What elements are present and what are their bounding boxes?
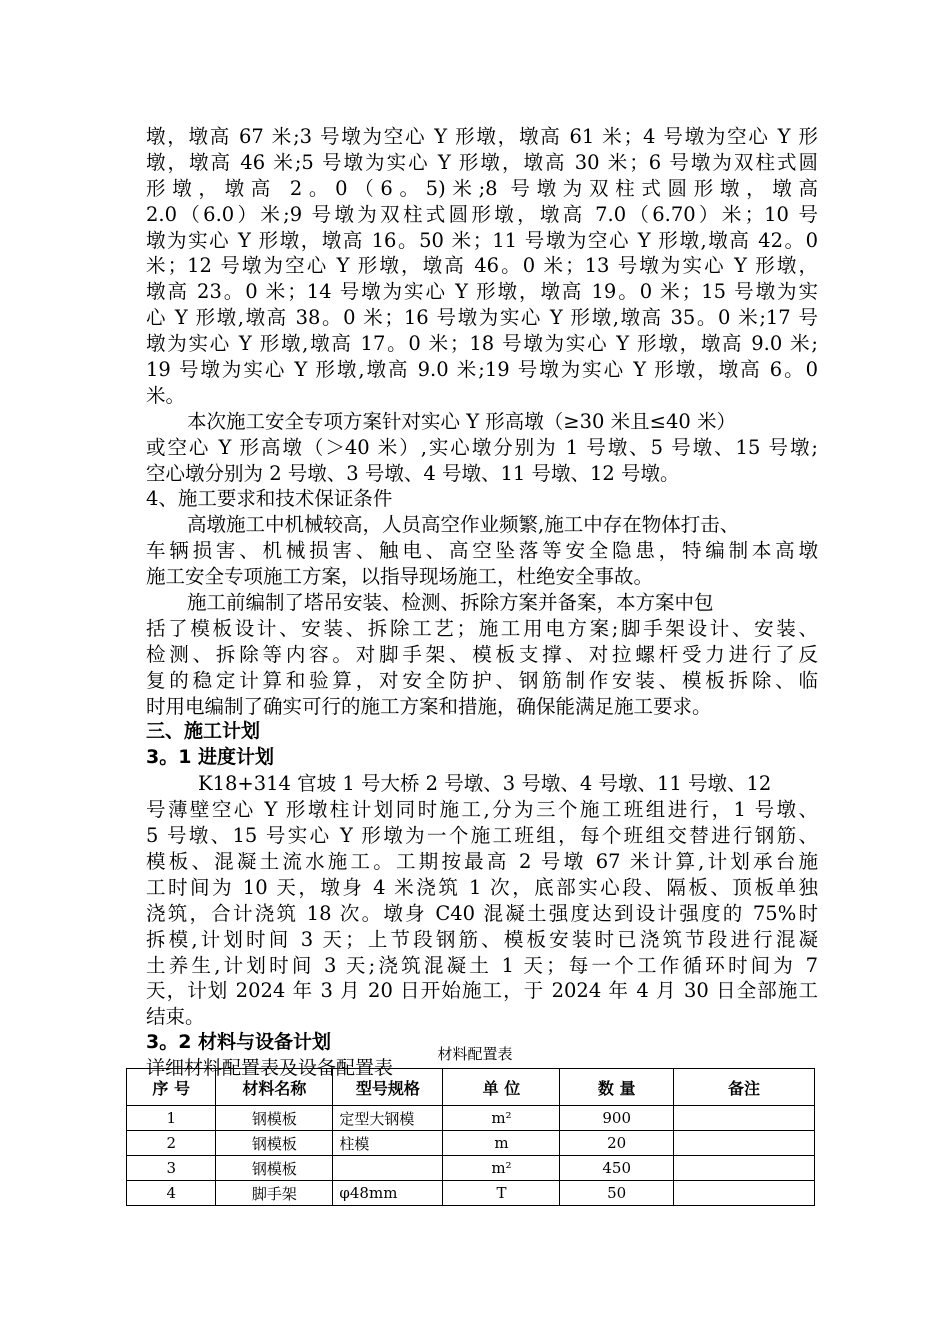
cell-spec: 定型大钢模: [333, 1106, 443, 1131]
cell-spec: φ48mm: [333, 1181, 443, 1206]
text-line: 5 号墩、15 号实心 Y 形墩为一个施工班组，每个班组交替进行钢筋、: [146, 824, 818, 848]
paragraph-start: 本次施工安全专项方案针对实心 Y 形高墩（≥30 米且≤40 米）: [187, 409, 736, 433]
text-line: 2.0（6.0）米;9 号墩为双柱式圆形墩，墩高 7.0（6.70）米；10 号: [146, 202, 818, 226]
materials-table: [126, 1068, 815, 1206]
header-unit: 单 位: [443, 1069, 560, 1106]
text-line: 施工安全专项施工方案，以指导现场施工，杜绝安全事故。: [146, 565, 654, 589]
section-heading-4: 4、施工要求和技术保证条件: [146, 487, 393, 511]
cell-quantity: 20: [560, 1131, 674, 1156]
cell-index: 4: [127, 1181, 216, 1206]
subsection-heading-3-2: 3。2 材料与设备计划: [146, 1031, 332, 1054]
text-line: 土养生,计划时间 3 天;浇筑混凝土 1 天；每一个工作循环时间为 7: [146, 953, 818, 977]
text-line: 号薄壁空心 Y 形墩柱计划同时施工,分为三个施工班组进行，1 号墩、: [146, 798, 818, 822]
cell-quantity: 50: [560, 1181, 674, 1206]
cell-quantity: 900: [560, 1106, 674, 1131]
cell-unit: m²: [443, 1106, 560, 1131]
cell-spec: 柱模: [333, 1131, 443, 1156]
paragraph-start: 高墩施工中机械较高，人员高空作业频繁,施工中存在物体打击、: [187, 513, 740, 537]
cell-unit: T: [443, 1181, 560, 1206]
cell-remarks: [673, 1106, 814, 1131]
table-row: [127, 1106, 815, 1131]
text-line: 天，计划 2024 年 3 月 20 日开始施工，于 2024 年 4 月 30 日全部施工: [146, 979, 818, 1003]
text-line: 米；12 号墩为空心 Y 形墩，墩高 46。0 米；13 号墩为实心 Y 形墩，: [146, 254, 818, 278]
table-caption: 材料配置表: [437, 1045, 513, 1063]
table-row: [127, 1131, 815, 1156]
section-heading-3: 三、施工计划: [146, 720, 261, 743]
cell-remarks: [673, 1181, 814, 1206]
table-row: [127, 1156, 815, 1181]
table-intro: 详细材料配置表及设备配置表: [146, 1057, 394, 1080]
cell-material: 脚手架: [216, 1181, 333, 1206]
table-row: [127, 1181, 815, 1206]
header-index: 序 号: [127, 1069, 216, 1106]
cell-remarks: [673, 1131, 814, 1156]
text-line: 空心墩分别为 2 号墩、3 号墩、4 号墩、11 号墩、12 号墩。: [146, 461, 680, 485]
cell-index: 1: [127, 1106, 216, 1131]
text-line: 墩，墩高 46 米;5 号墩为实心 Y 形墩，墩高 30 米；6 号墩为双柱式圆: [146, 150, 818, 174]
text-line: 结束。: [146, 1005, 205, 1029]
header-spec: 型号规格: [333, 1069, 443, 1106]
cell-unit: m²: [443, 1156, 560, 1181]
cell-material: 钢模板: [216, 1156, 333, 1181]
paragraph-start: K18+314 官坡 1 号大桥 2 号墩、3 号墩、4 号墩、11 号墩、12: [198, 772, 772, 796]
text-line: 浇筑，合计浇筑 18 次。墩身 C40 混凝土强度达到设计强度的 75%时: [146, 901, 818, 925]
cell-index: 2: [127, 1131, 216, 1156]
text-line: 括了模板设计、安装、拆除工艺；施工用电方案;脚手架设计、安装、: [146, 616, 818, 640]
subsection-heading-3-1: 3。1 进度计划: [146, 746, 275, 769]
text-line: 时用电编制了确实可行的施工方案和措施，确保能满足施工要求。: [146, 694, 712, 718]
body-text: [146, 124, 818, 1082]
text-line: 墩高 23。0 米；14 号墩为实心 Y 形墩，墩高 19。0 米；15 号墩为实: [146, 280, 818, 304]
text-line: 或空心 Y 形高墩（＞40 米）,实心墩分别为 1 号墩、5 号墩、15 号墩;: [146, 435, 818, 459]
text-line: 车辆损害、机械损害、触电、高空坠落等安全隐患，特编制本高墩: [146, 539, 818, 563]
cell-index: 3: [127, 1156, 216, 1181]
text-line: 墩为实心 Y 形墩，墩高 16。50 米；11 号墩为空心 Y 形墩,墩高 42。0: [146, 228, 818, 252]
paragraph-start: 施工前编制了塔吊安装、检测、拆除方案并备案，本方案中包: [187, 591, 714, 615]
text-line: 形墩，墩高 2。0（6。5)米;8 号墩为双柱式圆形墩，墩高: [146, 176, 818, 200]
cell-spec: [333, 1156, 443, 1181]
text-line: 墩为实心 Y 形墩,墩高 17。0 米；18 号墩为实心 Y 形墩，墩高 9.0 米;: [146, 332, 818, 356]
text-line: 拆模,计划时间 3 天；上节段钢筋、模板安装时已浇筑节段进行混凝: [146, 927, 818, 951]
text-line: 工时间为 10 天，墩身 4 米浇筑 1 次，底部实心段、隔板、顶板单独: [146, 875, 818, 899]
table-header-row: [127, 1069, 815, 1106]
text-line: 检测、拆除等内容。对脚手架、模板支撑、对拉螺杆受力进行了反: [146, 642, 818, 666]
header-remarks: 备注: [673, 1069, 814, 1106]
text-line: 复的稳定计算和验算，对安全防护、钢筋制作安装、模板拆除、临: [146, 668, 818, 692]
cell-material: 钢模板: [216, 1131, 333, 1156]
text-line: 墩，墩高 67 米;3 号墩为空心 Y 形墩，墩高 61 米；4 号墩为空心 Y 形: [146, 125, 818, 148]
text-line: 19 号墩为实心 Y 形墩,墩高 9.0 米;19 号墩为实心 Y 形墩，墩高 6。0: [146, 358, 818, 382]
cell-unit: m: [443, 1131, 560, 1156]
header-material-name: 材料名称: [216, 1069, 333, 1106]
text-line: 心 Y 形墩,墩高 38。0 米；16 号墩为实心 Y 形墩,墩高 35。0 米;17 号: [146, 306, 818, 330]
header-quantity: 数 量: [560, 1069, 674, 1106]
cell-material: 钢模板: [216, 1106, 333, 1131]
cell-quantity: 450: [560, 1156, 674, 1181]
text-line: 模板、混凝土流水施工。工期按最高 2 号墩 67 米计算,计划承台施: [146, 849, 818, 873]
cell-remarks: [673, 1156, 814, 1181]
text-line: 米。: [146, 383, 186, 407]
